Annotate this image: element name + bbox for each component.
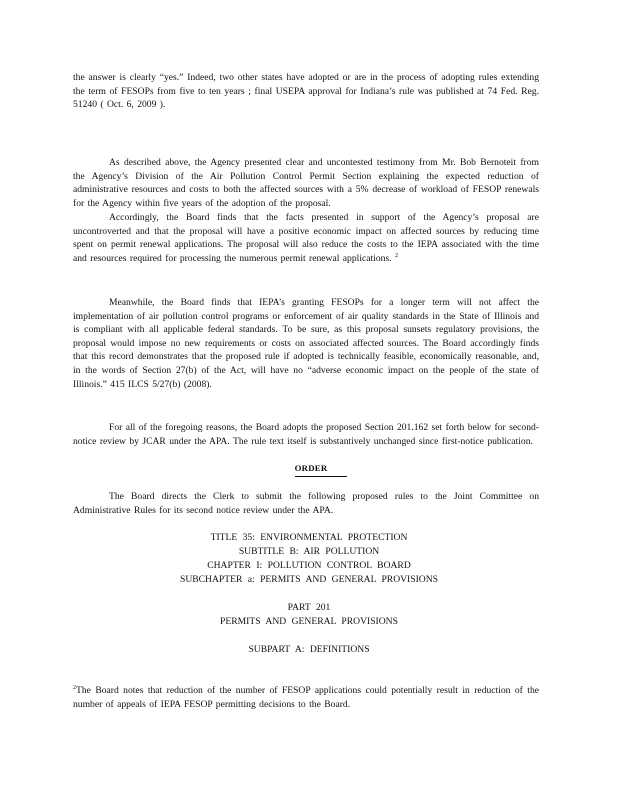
subtitle-line: SUBTITLE B: AIR POLLUTION bbox=[238, 546, 380, 557]
paragraph-economic-impact-text: Accordingly, the Board finds that the facts presented in support of the Agency’s proposal are uncontroverted and that the proposal will have a positive economic impact on affected sources by reducing time spent on permit renewal applications. The proposal will also reduce the costs to the IEPA associated with the time and resources required for processing the numerous permit renewal applications. bbox=[73, 212, 539, 264]
subchapter-line: SUBCHAPTER a: PERMITS AND GENERAL PROVISIONS bbox=[180, 574, 438, 585]
paragraph-compliance: Meanwhile, the Board finds that IEPA’s granting FESOPs for a longer term will not affect the implementation of air pollution control programs or enforcement of air quality standards in the State of Illinois and is compliant with all applicable federal standards. To be sure, as this proposal sunsets regulatory provisions, the proposal would impose no new requirements or costs on associated affected sources. The Board accordingly finds that this record demonstrates that the proposed rule if adopted is technically feasible, economically reasonable, and, in the words of Section 27(b) of the Act, will have no “adverse economic impact on the people of the state of Illinois.” 415 ILCS 5/27(b) (2008). bbox=[73, 297, 539, 390]
order-heading-text: ORDER bbox=[295, 462, 348, 477]
paragraph-conclusion: For all of the foregoing reasons, the Board adopts the proposed Section 201.162 set forth below for second-notice review by JCAR under the APA. The rule text itself is substantively unchanged since first-notice publication. bbox=[73, 422, 539, 447]
chapter-line: CHAPTER I: POLLUTION CONTROL BOARD bbox=[207, 560, 411, 571]
footnote bbox=[73, 684, 539, 711]
paragraph-order-directive: The Board directs the Clerk to submit the following proposed rules to the Joint Committee on Administrative Rules for its second notice review under the APA. bbox=[73, 491, 539, 516]
title-line: TITLE 35: ENVIRONMENTAL PROTECTION bbox=[210, 532, 408, 543]
subpart-heading: SUBPART A: DEFINITIONS bbox=[248, 644, 370, 655]
part-title: PERMITS AND GENERAL PROVISIONS bbox=[220, 616, 398, 627]
paragraph-testimony: As described above, the Agency presented clear and uncontested testimony from Mr. Bob Bernoteit from the Agency’s Division of the Air Pollution Control Permit Section explaining the expected reduction of administrative resources and costs to both the affected sources with a 5% decrease of workload of FESOP renewals for the Agency within five years of the adoption of the proposal. bbox=[73, 157, 539, 209]
footnote-reference: 2 bbox=[394, 252, 398, 259]
order-heading bbox=[0, 462, 618, 477]
paragraph-economic-impact bbox=[73, 211, 539, 265]
part-number: PART 201 bbox=[287, 602, 331, 613]
paragraph-answer: the answer is clearly “yes.” Indeed, two other states have adopted or are in the process of adopting rules extending the term of FESOPs from five to ten years ; final USEPA approval for Indiana’s rule was published at 74 Fed. Reg. 51240 ( Oct. 6, 2009 ). bbox=[73, 72, 539, 111]
footnote-text: The Board notes that reduction of the number of FESOP applications could potentially result in reduction of the number of appeals of IEPA FESOP permitting decisions to the Board. bbox=[73, 685, 539, 710]
footnote-mark: 2 bbox=[73, 684, 76, 691]
